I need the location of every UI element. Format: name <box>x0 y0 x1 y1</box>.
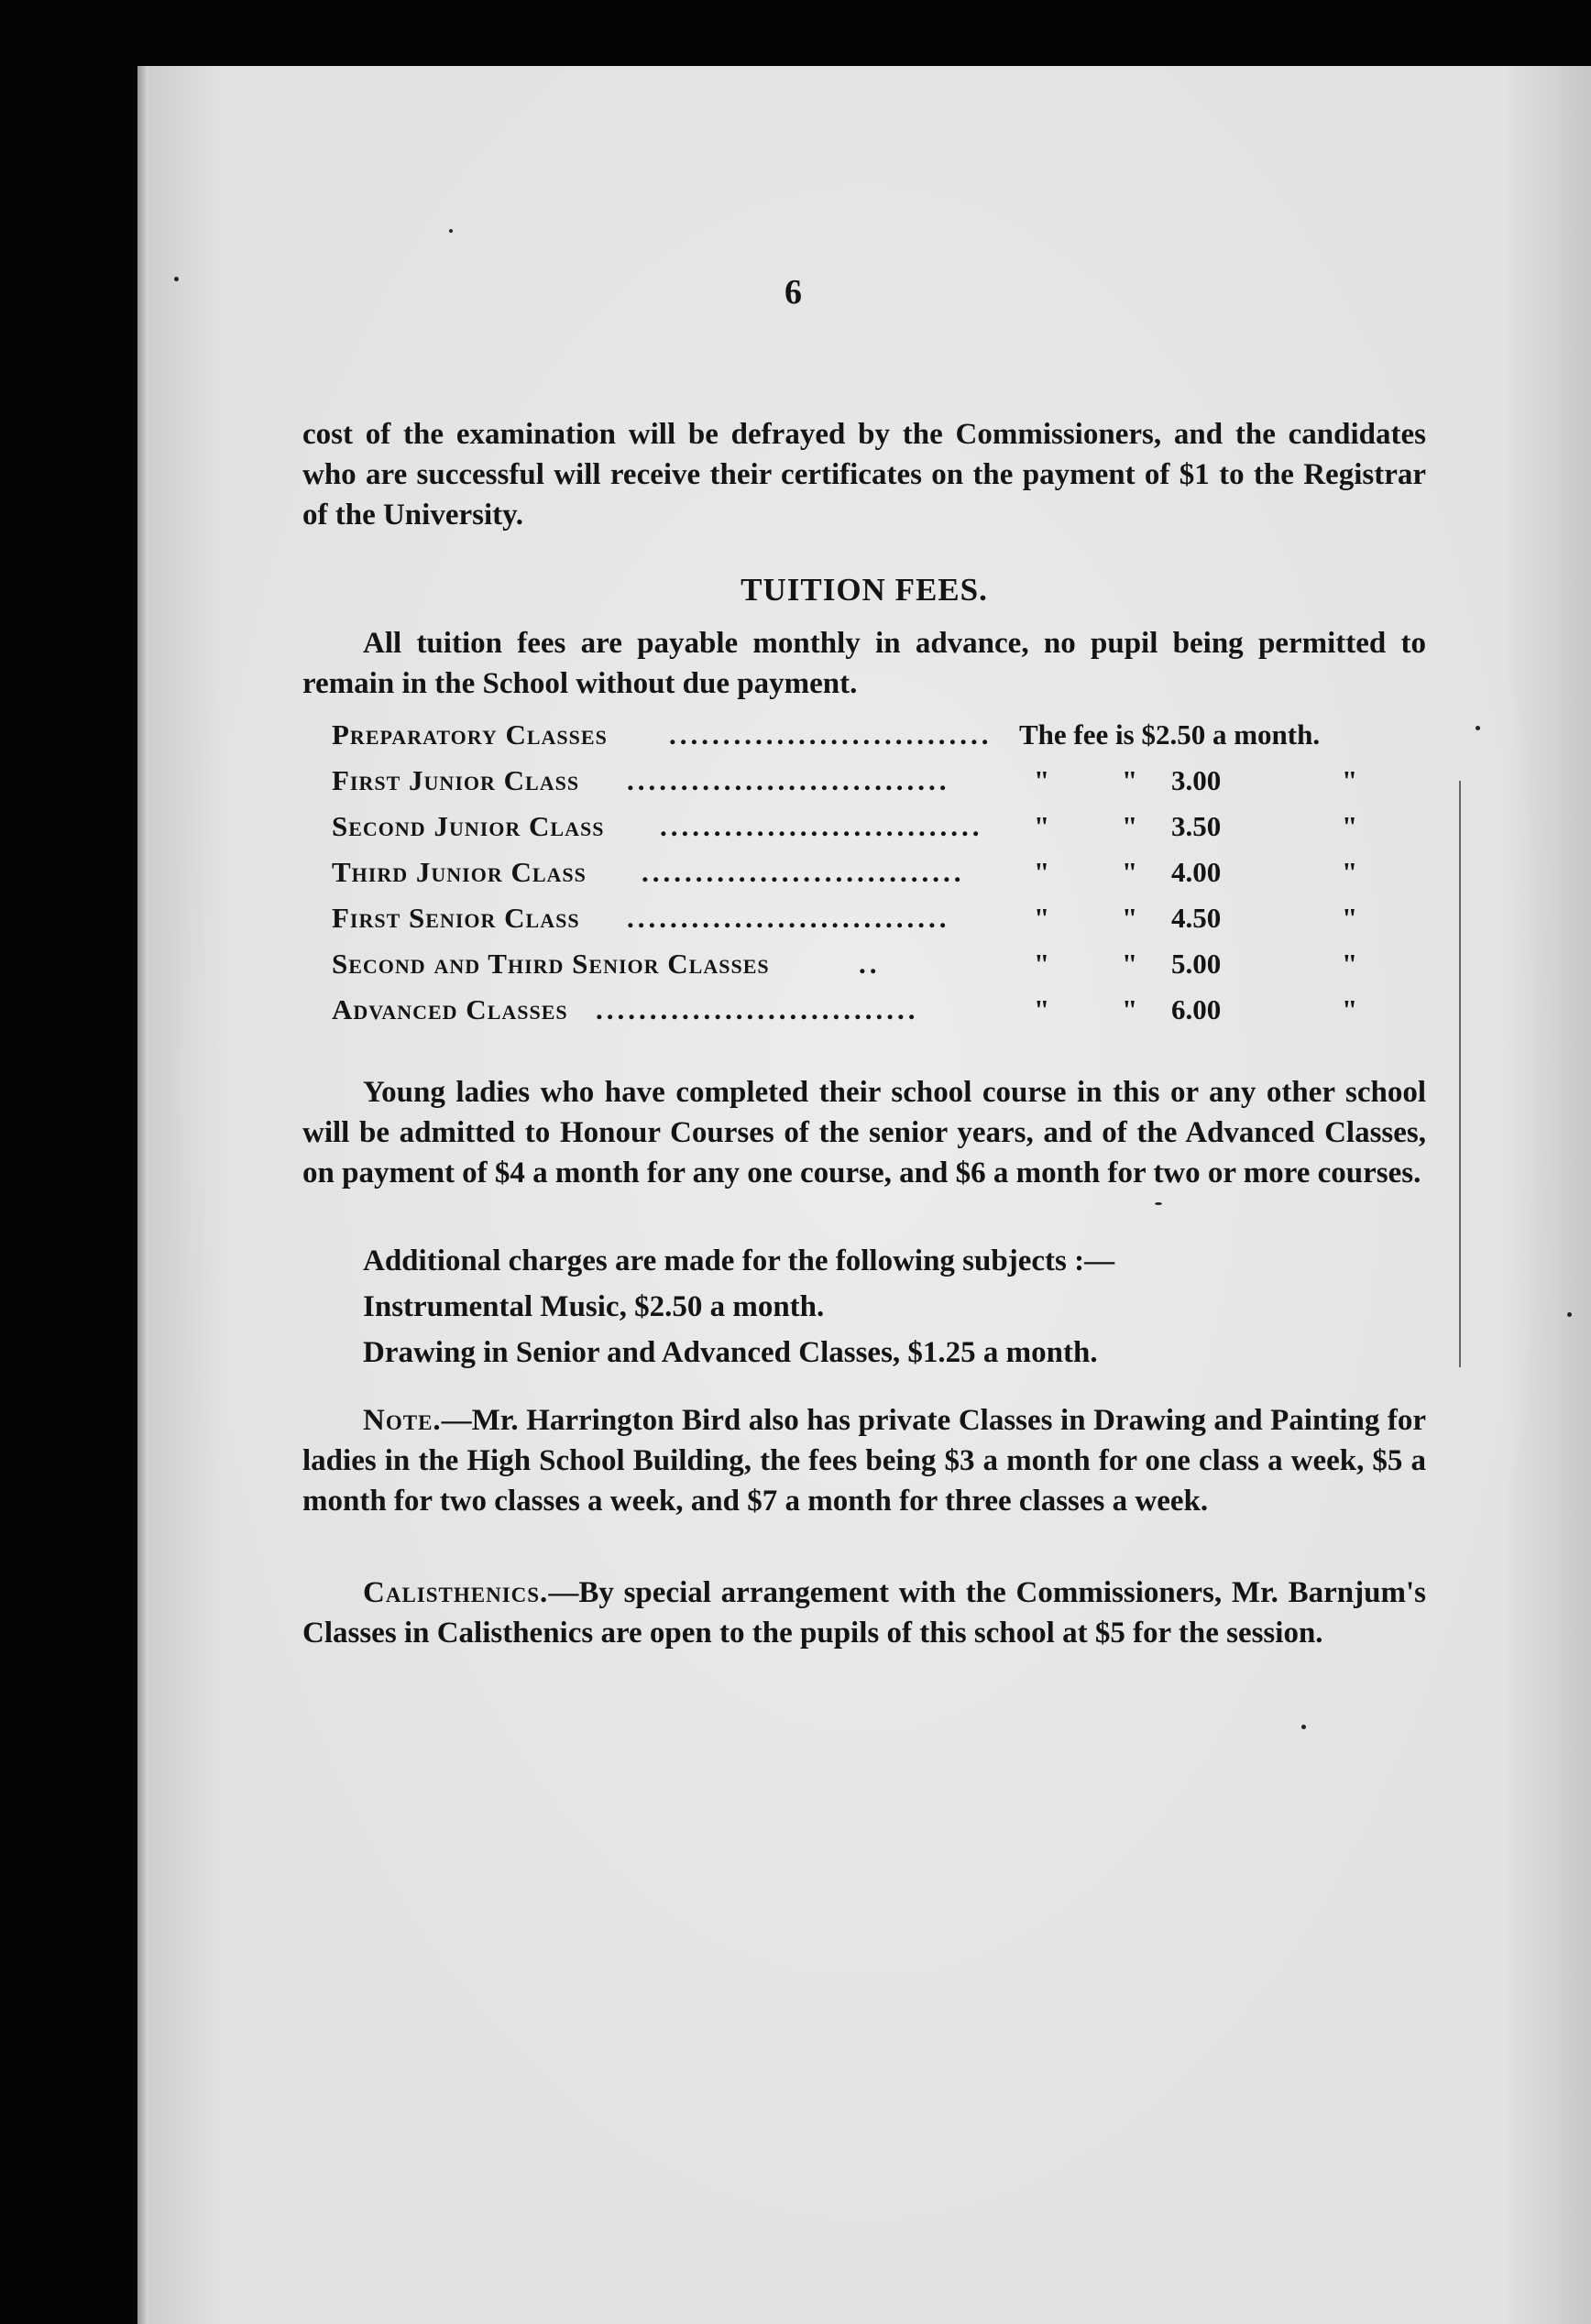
section-heading: TUITION FEES. <box>741 572 988 608</box>
fee-row <box>332 993 1404 1039</box>
fee-amount-first <box>1019 718 1320 751</box>
fee-amount: 6.00 <box>1171 993 1222 1025</box>
honour-courses-text: Young ladies who have completed their school course in this or any other school will be admitted to Honour Courses of the senior years, and of the Advanced Classes, on payment of $4 a month for any one course, and $6 a month for two or more courses. <box>302 1076 1426 1189</box>
note-text: —Mr. Harrington Bird also has private Classes in Drawing and Painting for ladies in the High School Building, the fees being $3 a month for one class a week, $5 a month for two classes a week, and $7 a month for three classes a week. <box>302 1404 1426 1518</box>
ditto-mark: " <box>1034 902 1050 934</box>
ditto-mark: " <box>1122 856 1138 888</box>
ditto-mark: " <box>1122 764 1138 796</box>
fee-amount: 4.00 <box>1171 856 1222 888</box>
document-page <box>137 66 1591 2324</box>
scan-speck <box>1567 1312 1572 1317</box>
calisthenics-text: —By special arrangement with the Commissioners, Mr. Barnjum's Classes in Calisthenics are open to the pupils of this school at $5 for the session. <box>302 1576 1426 1650</box>
fee-amount: 4.50 <box>1171 902 1222 934</box>
note-line <box>302 1400 1426 1521</box>
fee-amount: 3.50 <box>1171 810 1222 842</box>
intro-text: All tuition fees are payable monthly in advance, no pupil being permitted to remain in the School without due payment. <box>302 627 1426 700</box>
ditto-mark: " <box>1342 993 1358 1025</box>
ditto-mark: " <box>1122 810 1138 842</box>
scan-speck <box>1155 1202 1162 1205</box>
ditto-mark: " <box>1034 993 1050 1025</box>
ditto-mark: " <box>1122 902 1138 934</box>
ditto-mark: " <box>1034 948 1050 980</box>
additional-charges <box>302 1241 1426 1373</box>
ditto-mark: " <box>1034 810 1050 842</box>
dot-leader: .............................. <box>642 856 965 888</box>
fee-row <box>332 856 1404 902</box>
dot-leader: .............................. <box>669 718 993 751</box>
calisthenics-label: Calisthenics. <box>363 1576 549 1609</box>
fee-class-label: First Junior Class <box>332 764 580 796</box>
ditto-mark: " <box>1122 948 1138 980</box>
fee-class-label: Second and Third Senior Classes <box>332 948 770 980</box>
continuation-paragraph <box>302 414 1426 535</box>
fee-amount: $2.50 a month. <box>1141 718 1321 751</box>
fee-table <box>332 718 1404 1039</box>
fee-amount: 3.00 <box>1171 764 1222 796</box>
fee-row <box>332 764 1404 810</box>
fee-amount: 5.00 <box>1171 948 1222 980</box>
dot-leader: .............................. <box>627 764 950 796</box>
note-label: Note. <box>363 1404 442 1437</box>
fee-class-label: Preparatory Classes <box>332 718 608 751</box>
intro-paragraph <box>302 623 1426 704</box>
scan-speck <box>449 229 453 233</box>
drawing-fee: Drawing in Senior and Advanced Classes, $1.25 a month. <box>363 1336 1098 1369</box>
margin-line-mark <box>1459 781 1461 1367</box>
instrumental-music-fee: Instrumental Music, $2.50 a month. <box>363 1290 825 1323</box>
scan-speck <box>1301 1725 1306 1729</box>
ditto-mark: " <box>1342 856 1358 888</box>
fee-class-label: First Senior Class <box>332 902 580 934</box>
dot-leader: .. <box>859 948 881 980</box>
dot-leader: .............................. <box>660 810 983 842</box>
calisthenics-line <box>302 1573 1426 1653</box>
dot-leader: .............................. <box>627 902 950 934</box>
page-number: 6 <box>785 273 802 312</box>
fee-class-label: Second Junior Class <box>332 810 605 842</box>
ditto-mark: " <box>1034 764 1050 796</box>
continuation-text: cost of the examination will be defrayed by the Commissioners, and the candidates who are successful will receive their certificates on the payment of $1 to the Registrar of the University. <box>302 418 1426 532</box>
calisthenics-paragraph <box>302 1573 1426 1653</box>
fee-class-label: Third Junior Class <box>332 856 587 888</box>
honour-courses-paragraph <box>302 1072 1426 1193</box>
ditto-mark: " <box>1122 993 1138 1025</box>
left-page-edge <box>137 66 148 2324</box>
fee-row <box>332 718 1404 764</box>
ditto-mark: " <box>1342 764 1358 796</box>
ditto-mark: " <box>1034 856 1050 888</box>
ditto-mark: " <box>1342 810 1358 842</box>
fee-prefix: The fee is <box>1019 718 1135 751</box>
ditto-mark: " <box>1342 902 1358 934</box>
scan-speck <box>1476 726 1480 730</box>
note-paragraph <box>302 1400 1426 1521</box>
dot-leader: .............................. <box>596 993 919 1025</box>
fee-class-label: Advanced Classes <box>332 993 568 1025</box>
fee-row <box>332 810 1404 856</box>
scan-speck <box>174 277 179 281</box>
fee-row <box>332 948 1404 993</box>
additional-intro: Additional charges are made for the following subjects :— <box>363 1244 1115 1277</box>
ditto-mark: " <box>1342 948 1358 980</box>
fee-row <box>332 902 1404 948</box>
